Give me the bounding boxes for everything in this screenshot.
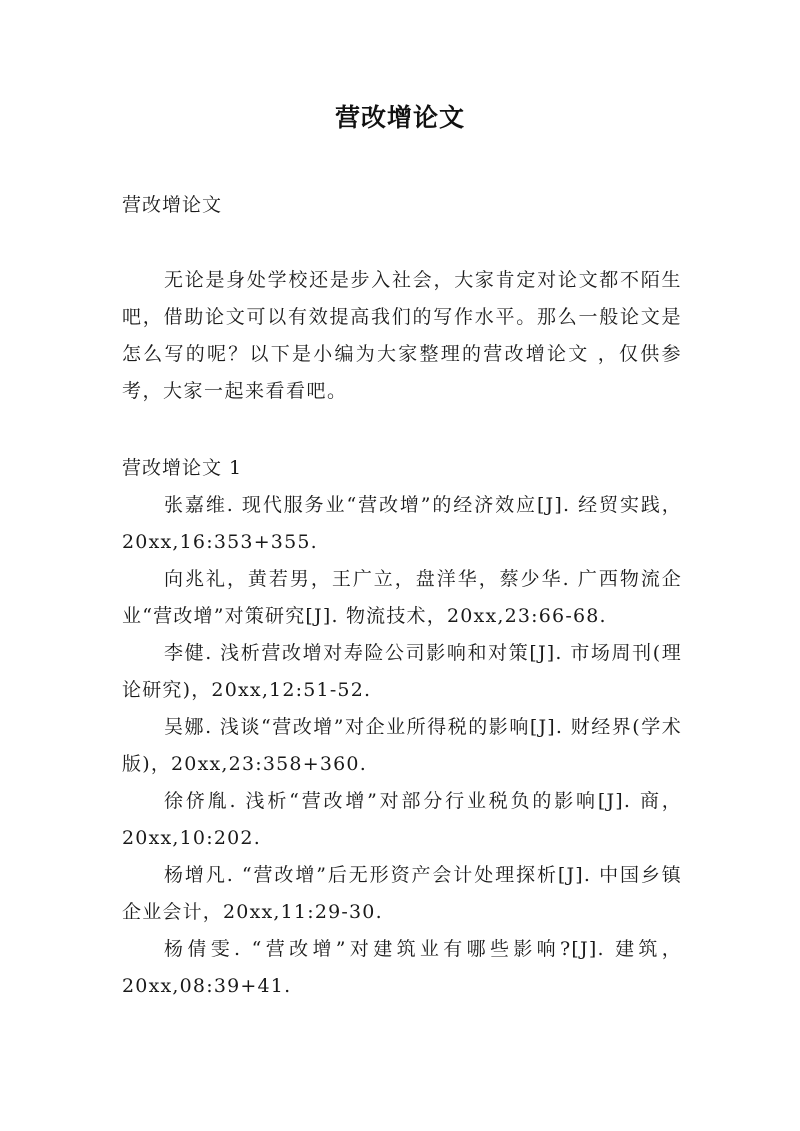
reference-item: 徐侪胤. 浅析“营改增”对部分行业税负的影响[J]. 商，20xx,10:202. bbox=[122, 790, 682, 849]
reference-item: 吴娜. 浅谈“营改增”对企业所得税的影响[J]. 财经界(学术版)，20xx,23:358+360. bbox=[122, 716, 682, 775]
reference-list bbox=[122, 487, 682, 1005]
reference-item: 张嘉维. 现代服务业“营改增”的经济效应[J]. 经贸实践，20xx,16:353+355. bbox=[122, 494, 682, 553]
intro-paragraph: 无论是身处学校还是步入社会，大家肯定对论文都不陌生吧，借助论文可以有效提高我们的写作水平。那么一般论文是怎么写的呢？以下是小编为大家整理的营改增论文 ，仅供参考，大家一起来看看吧。 bbox=[122, 269, 682, 402]
page-title: 营改增论文 bbox=[334, 103, 465, 132]
reference-item: 李健. 浅析营改增对寿险公司影响和对策[J]. 市场周刊(理论研究)，20xx,12:51-52. bbox=[122, 642, 682, 701]
section-heading: 营改增论文 1 bbox=[122, 457, 243, 479]
document-subtitle: 营改增论文 bbox=[122, 194, 223, 216]
reference-item: 杨倩雯. “营改增”对建筑业有哪些影响?[J]. 建筑，20xx,08:39+41. bbox=[122, 938, 682, 997]
reference-item: 杨增凡. “营改增”后无形资产会计处理探析[J]. 中国乡镇企业会计，20xx,11:29-30. bbox=[122, 864, 682, 923]
reference-item: 向兆礼，黄若男，王广立，盘洋华，蔡少华. 广西物流企业“营改增”对策研究[J]. 物流技术，20xx,23:66-68. bbox=[122, 568, 682, 627]
